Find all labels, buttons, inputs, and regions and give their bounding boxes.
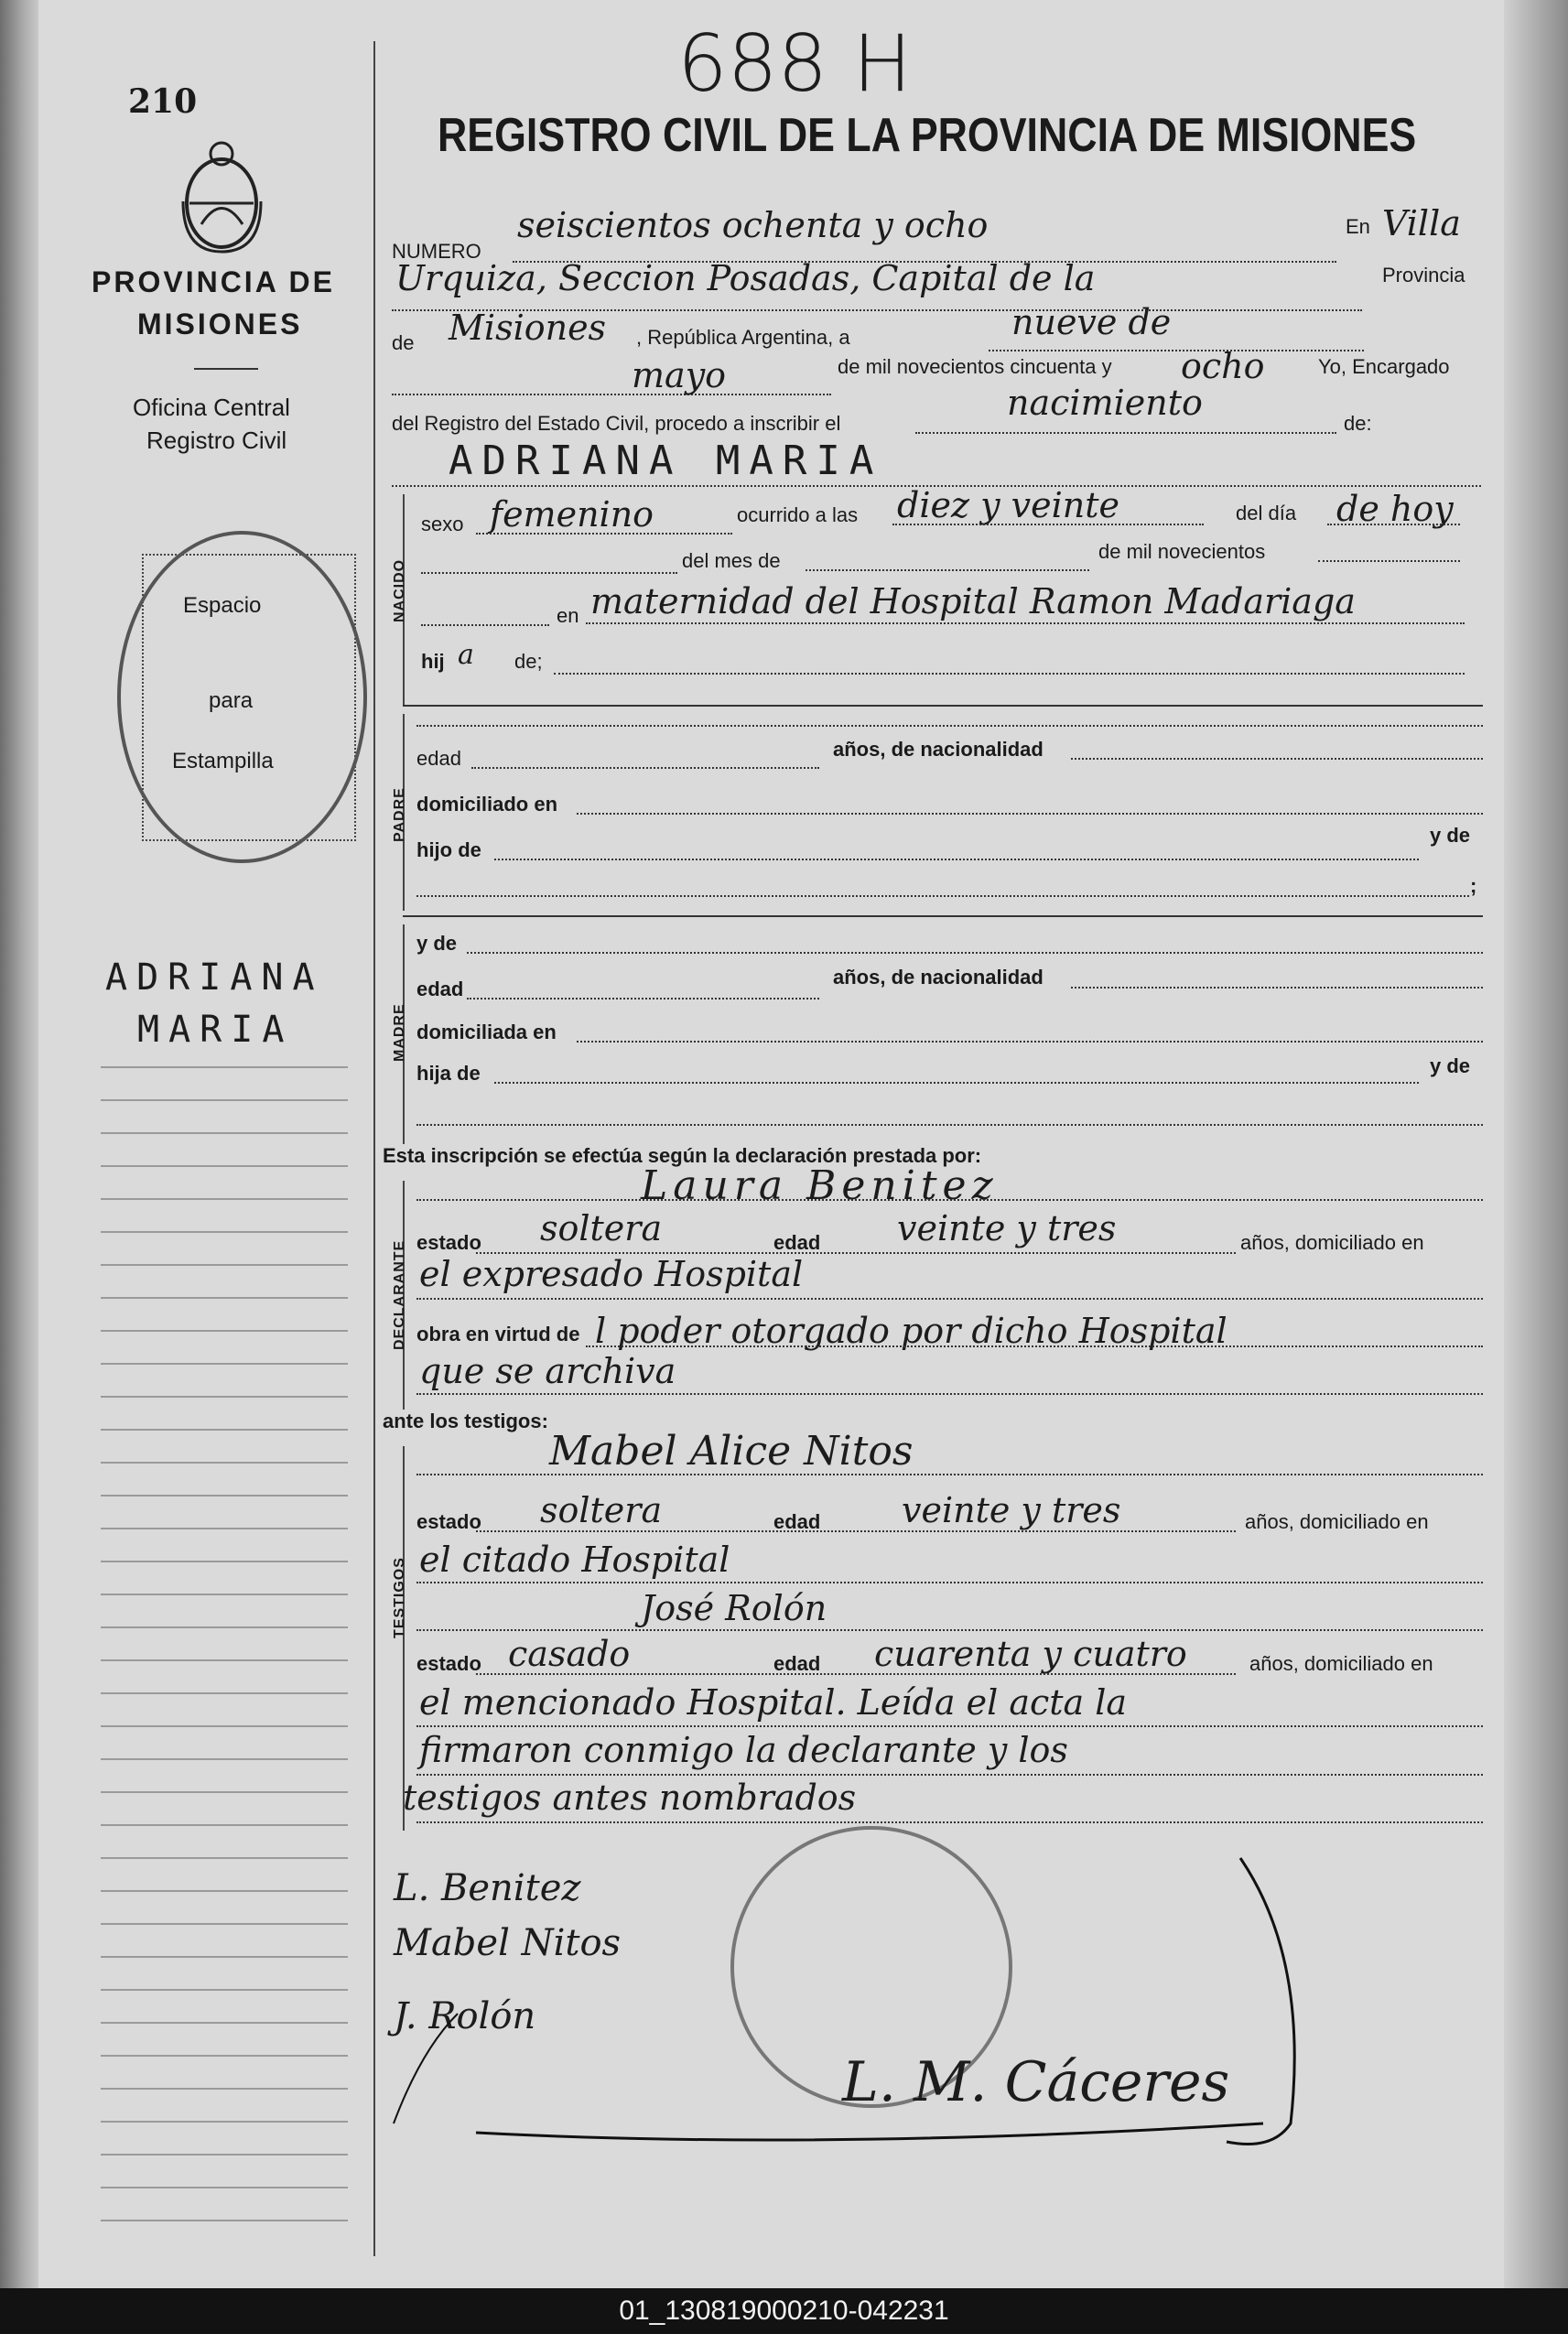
- page-title: REGISTRO CIVIL DE LA PROVINCIA DE MISIONES: [438, 109, 1417, 162]
- madre-domicilio-label: domiciliada en: [416, 1021, 557, 1043]
- dotted-line: [416, 1629, 1483, 1631]
- margin-ruled-line: [101, 1659, 348, 1661]
- margin-ruled-line: [101, 1297, 348, 1299]
- testigo2-estado-value: casado: [508, 1634, 631, 1674]
- en-value: Villa: [1382, 203, 1461, 243]
- madre-hija-label: hija de: [416, 1062, 481, 1085]
- dotted-line: [416, 1124, 1483, 1126]
- dotted-line: [416, 1298, 1483, 1300]
- dotted-line: [416, 1821, 1483, 1823]
- margin-ruled-line: [101, 2022, 348, 2024]
- numero-label: NUMERO: [392, 240, 481, 263]
- en-label: En: [1346, 215, 1370, 238]
- dotted-line: [577, 813, 1483, 815]
- dotted-line: [467, 998, 819, 1000]
- madre-y-de: y de: [1430, 1054, 1471, 1077]
- testigo1-edad-label: edad: [773, 1510, 821, 1533]
- margin-ruled-line: [101, 1528, 348, 1529]
- margin-ruled-line: [101, 1396, 348, 1398]
- signature-strokes: [366, 1849, 1336, 2178]
- margin-ruled-line: [101, 1495, 348, 1497]
- declarante-obra-value: l poder otorgado por dicho Hospital: [595, 1311, 1227, 1351]
- signature-testigo1: Mabel Nitos: [394, 1922, 622, 1964]
- margin-ruled-line: [101, 1429, 348, 1431]
- testigo1-estado-label: estado: [416, 1510, 481, 1533]
- margin-ruled-line: [101, 1231, 348, 1233]
- dotted-line: [416, 1582, 1483, 1583]
- dotted-line: [476, 1530, 1236, 1532]
- padre-semicolon: ;: [1470, 874, 1477, 897]
- dotted-line: [471, 767, 819, 769]
- dotted-line: [806, 569, 1089, 571]
- hora-value: diez y veinte: [897, 485, 1119, 525]
- dotted-line: [416, 1199, 1483, 1201]
- testigo2-edad-value: cuarenta y cuatro: [874, 1634, 1187, 1674]
- padre-section-label: PADRE: [392, 787, 407, 842]
- sexo-value: femenino: [490, 494, 654, 535]
- margin-ruled-line: [101, 1066, 348, 1068]
- margin-ruled-line: [101, 1264, 348, 1266]
- dotted-line: [421, 572, 677, 574]
- testigo2-estado-label: estado: [416, 1652, 481, 1675]
- dotted-line: [586, 622, 1465, 624]
- act-number-handwritten: 688 H: [677, 18, 913, 110]
- child-name: ADRIANA MARIA: [449, 438, 883, 484]
- day-value: nueve de: [1011, 302, 1172, 342]
- testigo1-edad-value: veinte y tres: [902, 1490, 1121, 1530]
- declarante-estado-value: soltera: [540, 1208, 663, 1248]
- margin-ruled-line: [101, 1989, 348, 1991]
- lugar-value: maternidad del Hospital Ramon Madariaga: [590, 581, 1356, 621]
- margin-ruled-line: [101, 2154, 348, 2156]
- mes-label: del mes de: [682, 549, 781, 572]
- dotted-line: [476, 533, 732, 535]
- registro-label: del Registro del Estado Civil, procedo a inscribir el: [392, 412, 841, 435]
- dotted-line: [416, 1474, 1483, 1475]
- de2-label: de:: [1344, 412, 1372, 435]
- stamp-label-para: para: [209, 688, 254, 713]
- dotted-line: [989, 350, 1364, 351]
- dotted-line: [892, 524, 1204, 525]
- section-bracket: [403, 1446, 405, 1831]
- margin-ruled-line: [101, 1330, 348, 1332]
- padre-anios-label: años, de nacionalidad: [833, 738, 1044, 761]
- dotted-line: [494, 1082, 1419, 1084]
- margin-ruled-line: [101, 1857, 348, 1859]
- testigo1-name: Mabel Alice Nitos: [549, 1428, 914, 1475]
- closing-line2: testigos antes nombrados: [403, 1778, 857, 1818]
- margin-ruled-line: [101, 2055, 348, 2057]
- dia-value: de hoy: [1336, 489, 1454, 529]
- dotted-line: [494, 859, 1419, 860]
- dotted-line: [416, 895, 1469, 897]
- year-value: ocho: [1181, 346, 1265, 386]
- testigo2-domicilio-value: el mencionado Hospital. Leída el acta la: [419, 1682, 1128, 1723]
- folio-number: 210: [128, 82, 198, 121]
- province-line2: MISIONES: [137, 308, 303, 340]
- dotted-line: [586, 1345, 1483, 1347]
- margin-ruled-line: [101, 1956, 348, 1958]
- province-line1: PROVINCIA DE: [92, 265, 335, 298]
- margin-ruled-line: [101, 1791, 348, 1793]
- coat-of-arms-icon: [178, 137, 265, 256]
- closing-line1: firmaron conmigo la declarante y los: [419, 1730, 1068, 1770]
- act-type: nacimiento: [1007, 383, 1203, 423]
- margin-ruled-line: [101, 1890, 348, 1892]
- hija-label: hij: [421, 650, 445, 673]
- office-line1: Oficina Central: [133, 394, 290, 421]
- padre-hijo-label: hijo de: [416, 838, 481, 861]
- nacido-section-label: NACIDO: [392, 558, 407, 622]
- section-rule: [403, 915, 1483, 917]
- margin-ruled-line: [101, 1132, 348, 1134]
- dotted-line: [416, 1725, 1483, 1727]
- dotted-line: [392, 394, 831, 395]
- margin-ruled-line: [101, 1462, 348, 1464]
- padre-edad-label: edad: [416, 747, 461, 770]
- dotted-line: [915, 432, 1336, 434]
- testigo1-estado-value: soltera: [540, 1490, 663, 1530]
- sexo-label: sexo: [421, 513, 464, 535]
- dotted-line: [476, 1673, 1236, 1675]
- testigo1-domicilio-value: el citado Hospital: [419, 1540, 730, 1580]
- dotted-line: [416, 725, 1483, 727]
- month-value: mayo: [632, 355, 727, 395]
- madre-section-label: MADRE: [392, 1003, 407, 1062]
- book-binding: [0, 0, 38, 2288]
- testigo2-anios-label: años, domiciliado en: [1249, 1652, 1433, 1675]
- novecientos-label: de mil novecientos: [1098, 540, 1266, 563]
- margin-ruled-line: [101, 1099, 348, 1101]
- declarante-anios-label: años, domiciliado en: [1240, 1231, 1424, 1254]
- hija-de-label: de;: [514, 650, 543, 673]
- testigos-intro: ante los testigos:: [383, 1410, 548, 1432]
- ocurrido-label: ocurrido a las: [737, 503, 859, 526]
- testigo2-edad-label: edad: [773, 1652, 821, 1675]
- madre-y-de-top: y de: [416, 932, 458, 955]
- declarante-obra-value2: que se archiva: [419, 1351, 676, 1391]
- padre-y-de: y de: [1430, 824, 1471, 847]
- dia-label: del día: [1236, 502, 1297, 524]
- encargado-label: Yo, Encargado: [1318, 355, 1450, 378]
- dotted-line: [1327, 524, 1460, 525]
- margin-ruled-line: [101, 1594, 348, 1595]
- madre-anios-label: años, de nacionalidad: [833, 966, 1044, 989]
- dotted-line: [416, 1393, 1483, 1395]
- margin-ruled-line: [101, 1198, 348, 1200]
- page-edge: [1504, 0, 1568, 2288]
- margin-ruled-line: [101, 1725, 348, 1727]
- year-label: de mil novecientos cincuenta y: [838, 355, 1112, 378]
- dotted-line: [416, 1774, 1483, 1776]
- dotted-line: [1318, 560, 1460, 562]
- margin-name-line2: MARIA: [137, 1009, 294, 1051]
- signature-declarante: L. Benitez: [394, 1867, 581, 1909]
- declarante-section-label: DECLARANTE: [392, 1239, 407, 1350]
- margin-name-line1: ADRIANA: [105, 956, 324, 999]
- de-label: de: [392, 331, 415, 354]
- provincia-label: Provincia: [1382, 264, 1465, 286]
- dotted-line: [1071, 987, 1483, 989]
- numero-value: seiscientos ochenta y ocho: [517, 205, 989, 245]
- section-rule: [403, 705, 1483, 707]
- dotted-line: [577, 1041, 1483, 1043]
- margin-ruled-line: [101, 2121, 348, 2123]
- margin-ruled-line: [101, 2187, 348, 2188]
- en-lugar-label: en: [557, 604, 579, 627]
- margin-ruled-line: [101, 1363, 348, 1365]
- declarante-name: Laura Benitez: [641, 1162, 999, 1209]
- margin-ruled-line: [101, 2088, 348, 2090]
- place-value: Urquiza, Seccion Posadas, Capital de la: [395, 258, 1096, 298]
- declarante-estado-label: estado: [416, 1231, 481, 1254]
- dotted-line: [554, 673, 1465, 675]
- margin-ruled-line: [101, 1923, 348, 1925]
- stamp-label-espacio: Espacio: [183, 593, 262, 618]
- margin-ruled-line: [101, 1165, 348, 1167]
- margin-ruled-line: [101, 1758, 348, 1760]
- stamp-label-estampilla: Estampilla: [172, 749, 274, 773]
- testigo1-anios-label: años, domiciliado en: [1245, 1510, 1429, 1533]
- image-id-footer: 01_130819000210-042231: [0, 2288, 1568, 2334]
- de-value: Misiones: [449, 308, 607, 348]
- signature-official: L. M. Cáceres: [842, 2050, 1230, 2114]
- declarante-obra-label: obra en virtud de: [416, 1323, 580, 1345]
- declarante-edad-label: edad: [773, 1231, 821, 1254]
- margin-ruled-line: [101, 2220, 348, 2221]
- margin-ruled-line: [101, 1692, 348, 1694]
- divider: [194, 368, 258, 370]
- dotted-line: [1071, 758, 1483, 760]
- margin-ruled-line: [101, 1626, 348, 1628]
- dotted-line: [467, 952, 1483, 954]
- margin-ruled-line: [101, 1824, 348, 1826]
- office-line2: Registro Civil: [146, 427, 287, 454]
- signature-testigo2: J. Rolón: [394, 1995, 536, 2037]
- testigo2-name: José Rolón: [641, 1588, 827, 1628]
- dotted-line: [421, 624, 549, 626]
- declarante-domicilio-value: el expresado Hospital: [419, 1254, 804, 1294]
- declarante-intro: Esta inscripción se efectúa según la declaración prestada por:: [383, 1144, 982, 1167]
- hija-value: a: [458, 639, 474, 671]
- declarante-edad-value: veinte y tres: [897, 1208, 1117, 1248]
- testigos-section-label: TESTIGOS: [392, 1557, 407, 1638]
- republica-label: , República Argentina, a: [636, 326, 850, 349]
- padre-domicilio-label: domiciliado en: [416, 793, 558, 816]
- margin-ruled-line: [101, 1561, 348, 1562]
- madre-edad-label: edad: [416, 978, 464, 1000]
